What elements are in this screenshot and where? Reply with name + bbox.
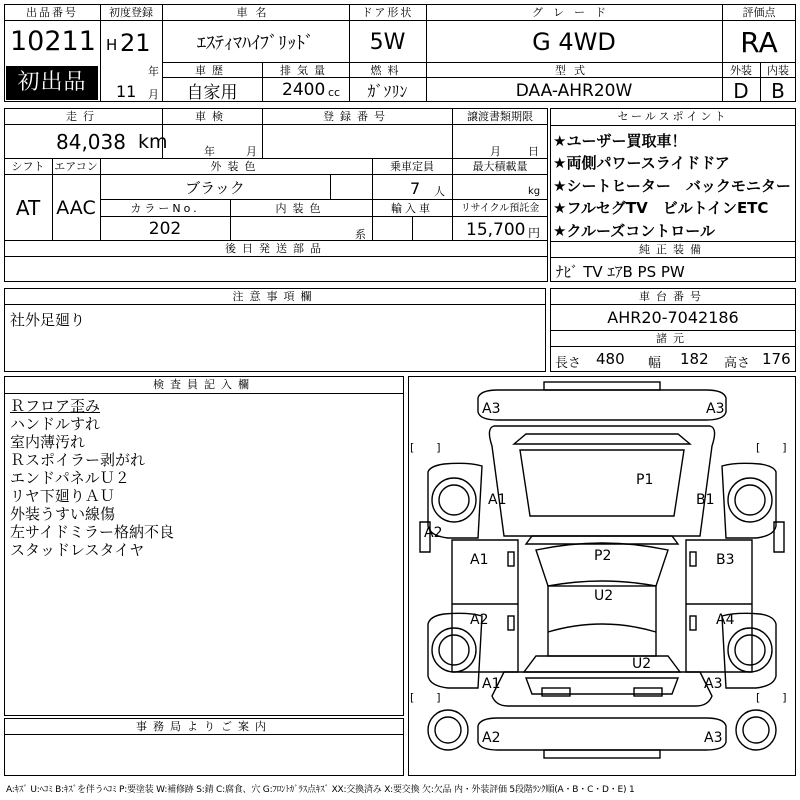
sales-point-item: ★シートヒーター バックモニター — [553, 176, 791, 195]
damage-mark: A1 — [470, 552, 489, 568]
exterior-color-label: 外装色 — [210, 160, 262, 173]
rating-label: 評価点 — [742, 6, 776, 19]
damage-mark: A2 — [482, 730, 501, 746]
width-label: 幅 — [648, 356, 662, 371]
inspector-line: Ｒスポイラー剥がれ — [10, 451, 146, 469]
inspector-notes — [10, 397, 174, 559]
width: 182 — [680, 350, 709, 368]
mileage-label: 走行 — [66, 110, 100, 123]
lot-number: 10211 — [10, 26, 96, 57]
aircon: AAC — [56, 197, 96, 219]
height-label: 高さ — [724, 356, 751, 371]
model: DAA-AHR20W — [515, 80, 633, 101]
inspector-label: 検査員記入欄 — [153, 378, 255, 391]
dimensions-label: 諸元 — [656, 332, 690, 345]
displacement-unit: cc — [328, 86, 341, 99]
interior-grade-label: 内装 — [767, 64, 789, 77]
recycle-label: リサイクル預託金 — [460, 203, 540, 214]
length: 480 — [596, 350, 625, 368]
first-reg-era: H — [106, 36, 118, 54]
car-diagram — [408, 376, 796, 776]
grade: G 4WD — [532, 28, 616, 56]
mileage: 84,038 — [56, 130, 126, 154]
damage-mark: A3 — [704, 730, 723, 746]
displacement-label: 排気量 — [280, 64, 331, 77]
damage-mark: U2 — [632, 656, 652, 672]
sales-points-label: セールスポイント — [617, 110, 729, 123]
color-no: 202 — [148, 218, 182, 239]
damage-mark: A3 — [706, 401, 725, 417]
car-name: ｴｽﾃｨﾏﾊｲﾌﾞﾘｯﾄﾞ — [197, 33, 314, 54]
aircon-label: エアコン — [54, 160, 98, 173]
rating: RA — [740, 25, 778, 59]
inspector-line: ハンドルすれ — [10, 415, 101, 433]
inspector-line: スタッドレスタイヤ — [10, 541, 145, 559]
damage-mark: A1 — [488, 492, 507, 508]
capacity-unit: 人 — [434, 185, 445, 198]
door-type: 5W — [369, 29, 406, 55]
inspector-line: 外装うすい線傷 — [10, 505, 116, 523]
door-label: ドア形状 — [361, 6, 414, 19]
max-load-label: 最大積載量 — [472, 160, 528, 173]
transfer-docs-label: 譲渡書類期限 — [467, 110, 533, 123]
capacity-label: 乗車定員 — [390, 160, 434, 173]
first-reg-month-unit: 月 — [148, 88, 159, 101]
exterior-grade: D — [733, 78, 749, 103]
sales-points-list — [553, 130, 791, 242]
damage-mark: A4 — [716, 612, 735, 628]
notes: 社外足廻り — [10, 311, 86, 329]
inspector-line: エンドパネルＵ２ — [10, 469, 130, 487]
notes-label: 注意事項欄 — [232, 290, 318, 303]
inspector-line: 左サイドミラー格納不良 — [10, 523, 174, 541]
damage-mark: U2 — [594, 588, 614, 604]
length-label: 長さ — [555, 356, 582, 371]
damage-mark: A3 — [704, 676, 723, 692]
damage-mark: A2 — [424, 525, 443, 541]
interior-color-label: 内装色 — [275, 202, 327, 215]
height: 176 — [762, 350, 791, 368]
interior-color-unit: 系 — [355, 228, 366, 241]
transfer-month-unit: 月 — [490, 145, 501, 158]
bracket-right-2: [ ] — [756, 691, 787, 704]
history: 自家用 — [186, 83, 238, 103]
mileage-unit: km — [138, 131, 168, 153]
first-reg-year-unit: 年 — [148, 65, 159, 78]
sales-point-item: ★フルセグTV ビルトインETC — [553, 199, 769, 218]
displacement: 2400 — [282, 80, 326, 100]
damage-mark: B1 — [696, 492, 715, 508]
damage-mark: P1 — [636, 472, 654, 488]
bracket-left-2: [ ] — [410, 691, 441, 704]
later-parts-label: 後日発送部品 — [225, 242, 327, 255]
legend: A:ｷｽﾞ U:ﾍｺﾐ B:ｷｽﾞを伴うﾍｺﾐ P:要塗装 W:補修跡 S:錆 C:腐食、穴 G:ﾌﾛﾝﾄｶﾞﾗｽ点ｷｽﾞ XX:交換済み X:要交換 欠:欠品 内・外装評価 5段階ﾗﾝｸ順(A・B・C・D・E) 1 — [6, 785, 635, 795]
damage-mark: A1 — [482, 676, 501, 692]
bracket-right-1: [ ] — [756, 441, 787, 454]
sales-point-item: ★ユーザー買取車！ — [553, 132, 687, 150]
recycle: 15,700 — [466, 220, 526, 240]
chassis-number: AHR20-7042186 — [607, 308, 739, 327]
damage-mark: B3 — [716, 552, 735, 568]
inspection-label: 車検 — [195, 110, 229, 123]
first-reg-month: 11 — [116, 82, 137, 101]
exterior-grade-label: 外装 — [730, 64, 752, 77]
shift: AT — [15, 196, 41, 220]
history-label: 車歴 — [195, 64, 229, 77]
fuel: ｶﾞｿﾘﾝ — [367, 82, 408, 101]
capacity: 7 — [410, 179, 421, 198]
interior-grade: B — [771, 78, 785, 103]
max-load-unit: kg — [528, 186, 541, 197]
genuine-equipment: ﾅﾋﾞ TV ｴｱB PS PW — [556, 263, 685, 281]
first-reg-year: 21 — [120, 29, 151, 57]
color-no-label: カラーNo. — [130, 202, 200, 215]
damage-mark: A2 — [470, 612, 489, 628]
damage-mark: P2 — [594, 548, 612, 564]
chassis-label: 車台番号 — [639, 290, 707, 303]
import-label: 輸入車 — [391, 202, 433, 215]
first-listing-badge: 初出品 — [6, 66, 98, 100]
model-label: 型式 — [555, 64, 593, 77]
inspection-year-unit: 年 — [204, 145, 215, 158]
transfer-day-unit: 日 — [528, 145, 539, 158]
damage-mark: A3 — [482, 401, 501, 417]
inspector-line: Ｒフロア歪み — [10, 397, 101, 415]
first-reg-label: 初度登録 — [109, 6, 153, 19]
inspector-line: リヤ下廻りＡＵ — [10, 487, 115, 505]
genuine-label: 純正装備 — [639, 243, 707, 256]
registration-label: 登録番号 — [323, 110, 391, 123]
inspection-month-unit: 月 — [246, 145, 257, 158]
sales-point-item: ★クルーズコントロール — [553, 221, 715, 240]
recycle-unit: 円 — [528, 226, 541, 240]
office-label: 事務局よりご案内 — [136, 720, 272, 733]
lot-label: 出品番号 — [26, 6, 78, 19]
inspector-line: 室内薄汚れ — [10, 433, 86, 451]
car-name-label: 車名 — [236, 6, 275, 19]
shift-label: シフト — [11, 160, 45, 173]
fuel-label: 燃料 — [370, 64, 405, 77]
grade-label: グレード — [532, 6, 616, 19]
bracket-left-1: [ ] — [410, 441, 441, 454]
exterior-color: ブラック — [185, 178, 245, 197]
sales-point-item: ★両側パワースライドドア — [553, 154, 730, 173]
